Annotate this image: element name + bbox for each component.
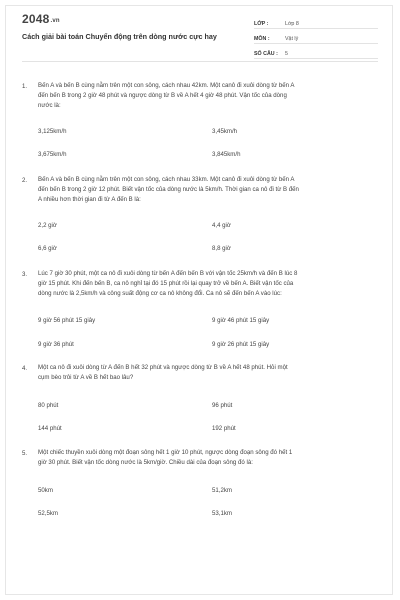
answer-option[interactable]: 9 giờ 26 phút 15 giây — [212, 341, 270, 348]
answer-option[interactable]: 3,125km/h — [38, 128, 67, 135]
question-number: 5. — [22, 450, 28, 457]
logo-suffix: .vn — [50, 18, 60, 24]
question-line: đến bến B trong 2 giờ 48 phút và ngược dòng từ B về A hết 4 giờ 48 phút. Vận tốc của dòng — [38, 92, 287, 100]
document-header — [0, 0, 400, 60]
question-line: nước là: — [38, 102, 61, 110]
question-text — [38, 81, 376, 112]
answer-option[interactable]: 8,8 giờ — [212, 245, 231, 252]
question-line: Bến A và bến B cùng nằm trên một con sông, cách nhau 33km. Một canô đi xuôi dòng từ bến A — [38, 176, 295, 183]
answer-option[interactable]: 6,6 giờ — [38, 245, 57, 252]
answer-option[interactable]: 4,4 giờ — [212, 222, 231, 229]
question-line: giờ 15 phút. Khi đến bến B, ca nô nghỉ tại đó 15 phút rồi lại quay trở về bến A. Biết vận tốc của — [38, 280, 294, 288]
meta-row-class — [254, 16, 378, 29]
site-logo[interactable] — [22, 12, 60, 26]
page-title: Cách giải bài toán Chuyển động trên dòng nước cực hay — [22, 32, 217, 41]
question-number: 3. — [22, 271, 28, 278]
question-number: 4. — [22, 365, 28, 372]
question-text — [38, 363, 376, 383]
answer-option[interactable]: 144 phút — [38, 425, 62, 432]
question-line: Một chiếc thuyền xuôi dòng một đoạn sông hết 1 giờ 10 phút, ngược dòng đoạn sông đó hết 1 — [38, 449, 293, 456]
logo-text: 2048 — [22, 12, 50, 26]
question-line: cụm bèo trôi từ A về B hết bao lâu? — [38, 374, 134, 382]
question-text — [38, 269, 376, 300]
question-line: Bến A và bến B cùng nằm trên một con sông, cách nhau 42km. Một canô đi xuôi dòng từ bến A — [38, 82, 295, 89]
question-text — [38, 175, 376, 206]
answer-option[interactable]: 3,845km/h — [212, 151, 241, 158]
question-number: 1. — [22, 83, 28, 90]
question-line: đến bến B trong 2 giờ 12 phút. Biết vận tốc của dòng nước là 5km/h. Thời gian ca nô đi từ B đến — [38, 186, 299, 194]
answer-option[interactable]: 96 phút — [212, 402, 233, 409]
answer-option[interactable]: 3,675km/h — [38, 151, 67, 158]
answer-option[interactable]: 50km — [38, 487, 53, 494]
question-line: Một ca nô đi xuôi dòng từ A đến B hết 32 phút và ngược dòng từ B về A hết 48 phút. Hỏi một — [38, 364, 288, 371]
meta-row-count — [254, 46, 378, 59]
question-line: A nhiều hơn thời gian đi từ A đến B là: — [38, 196, 141, 204]
meta-label: LỚP : — [254, 21, 269, 27]
answer-option[interactable]: 3,45km/h — [212, 128, 238, 135]
header-divider — [22, 61, 378, 62]
question-number: 2. — [22, 177, 28, 184]
meta-value: Lớp 8 — [285, 21, 299, 27]
question-line: dòng nước là 2,5km/h và công suất động cơ ca nô không đổi. Ca nô sẽ đến bến A vào lúc: — [38, 290, 282, 298]
answer-option[interactable]: 9 giờ 36 phút — [38, 341, 74, 348]
answer-option[interactable]: 53,1km — [212, 510, 232, 517]
meta-label: MÔN : — [254, 36, 270, 42]
document-meta — [254, 16, 378, 61]
question-line: Lúc 7 giờ 30 phút, một ca nô đi xuôi dòng từ bến A đến bến B với vận tốc 25km/h và đến B lúc 8 — [38, 270, 298, 277]
meta-row-subject — [254, 31, 378, 44]
meta-label: SỐ CÂU : — [254, 51, 278, 57]
answer-option[interactable]: 9 giờ 56 phút 15 giây — [38, 317, 96, 324]
question-line: giờ 30 phút. Biết vận tốc dòng nước là 5km/giờ. Chiều dài của đoạn sông đó là: — [38, 459, 253, 467]
answer-option[interactable]: 51,2km — [212, 487, 232, 494]
answer-option[interactable]: 80 phút — [38, 402, 59, 409]
answer-option[interactable]: 9 giờ 46 phút 15 giây — [212, 317, 270, 324]
question-text — [38, 448, 376, 468]
meta-value: 5 — [285, 51, 288, 57]
answer-option[interactable]: 2,2 giờ — [38, 222, 57, 229]
answer-option[interactable]: 192 phút — [212, 425, 236, 432]
meta-value: Vật lý — [285, 36, 299, 42]
answer-option[interactable]: 52,5km — [38, 510, 58, 517]
